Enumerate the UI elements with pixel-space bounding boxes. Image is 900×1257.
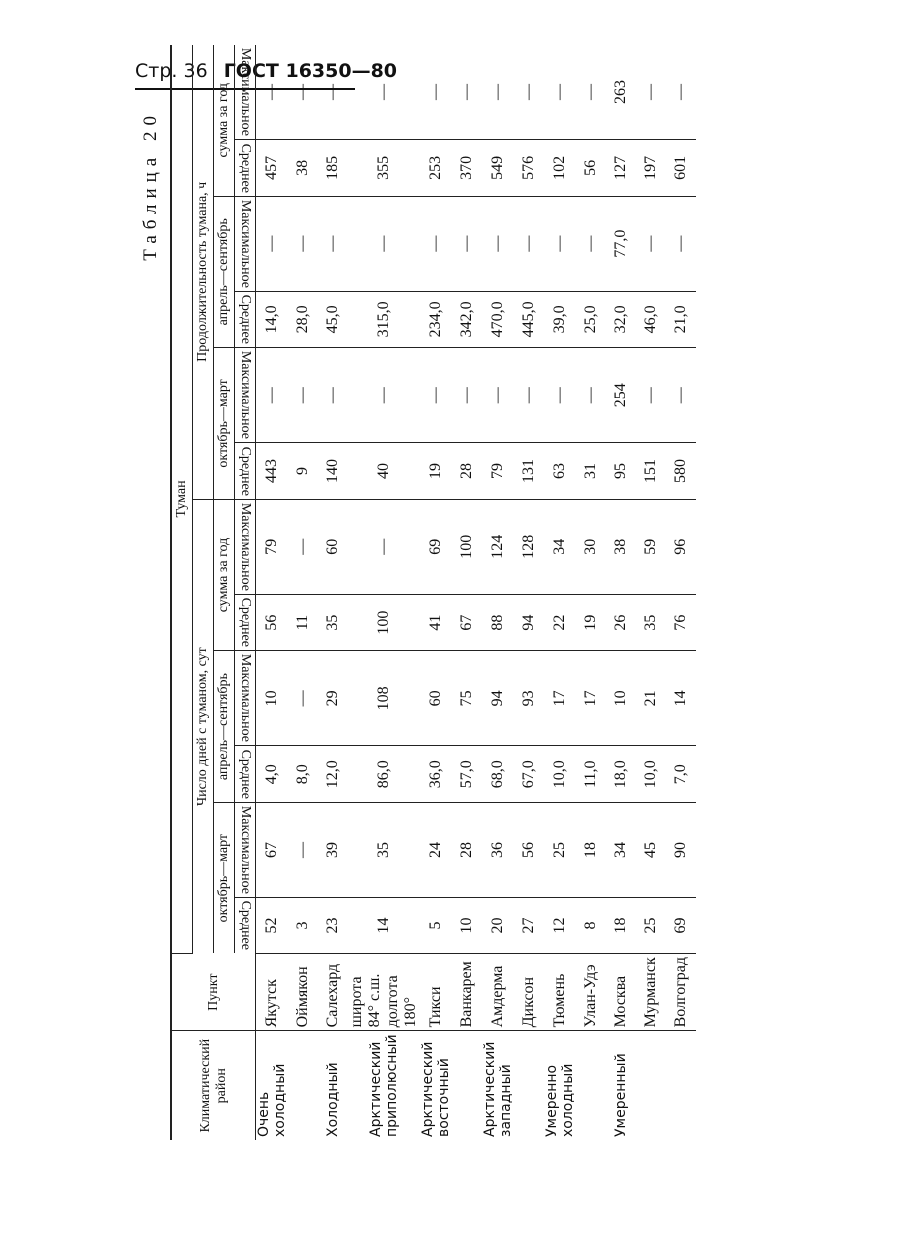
value-cell: 12 xyxy=(544,898,576,954)
value-cell: 102 xyxy=(544,140,576,196)
stat-label: Максимальное xyxy=(238,351,253,440)
value-cell: — xyxy=(256,196,289,291)
value-cell: 10 xyxy=(606,651,636,746)
period-header: октябрь—март xyxy=(214,802,235,953)
value-cell: 18,0 xyxy=(606,746,636,802)
period-header: октябрь—март xyxy=(214,348,235,500)
stat-label: Среднее xyxy=(238,143,253,193)
stat-label: Максимальное xyxy=(238,654,253,743)
value-cell: 14 xyxy=(666,651,696,746)
value-cell: 127 xyxy=(606,140,636,196)
point-cell: Волгоград xyxy=(666,953,696,1030)
value-cell: 8 xyxy=(576,898,606,954)
period-header: сумма за год xyxy=(214,499,235,651)
value-cell: 29 xyxy=(318,651,348,746)
table-row xyxy=(636,45,666,1140)
value-cell: 79 xyxy=(256,499,289,594)
value-cell: 36 xyxy=(482,802,514,897)
value-cell: 75 xyxy=(452,651,482,746)
period-header: апрель—сентябрь xyxy=(214,196,235,348)
value-cell: 601 xyxy=(666,140,696,196)
value-cell: 25,0 xyxy=(576,291,606,347)
table-row xyxy=(288,45,318,1140)
value-cell: — xyxy=(544,45,576,140)
group-title: Туман xyxy=(171,45,193,954)
value-cell: 25 xyxy=(544,802,576,897)
value-cell: — xyxy=(544,196,576,291)
value-cell: 95 xyxy=(606,443,636,499)
value-cell: 28 xyxy=(452,443,482,499)
stat-label: Среднее xyxy=(238,901,253,951)
value-cell: 45,0 xyxy=(318,291,348,347)
value-cell: 19 xyxy=(576,594,606,650)
point-cell: Мурманск xyxy=(636,953,666,1030)
value-cell: 151 xyxy=(636,443,666,499)
point-cell: широта 84° с.ш. долгота 180° xyxy=(348,953,420,1030)
value-cell: 21,0 xyxy=(666,291,696,347)
value-cell: 52 xyxy=(256,898,289,954)
value-cell: — xyxy=(288,45,318,140)
value-cell: 253 xyxy=(420,140,452,196)
value-cell: 68,0 xyxy=(482,746,514,802)
value-cell: — xyxy=(318,45,348,140)
value-cell: — xyxy=(318,196,348,291)
value-cell: 76 xyxy=(666,594,696,650)
value-cell: 79 xyxy=(482,443,514,499)
value-cell: 580 xyxy=(666,443,696,499)
value-cell: 96 xyxy=(666,499,696,594)
value-cell: 56 xyxy=(576,140,606,196)
value-cell: 30 xyxy=(576,499,606,594)
value-cell: 5 xyxy=(420,898,452,954)
value-cell: 20 xyxy=(482,898,514,954)
value-cell: — xyxy=(482,45,514,140)
value-cell: 25 xyxy=(636,898,666,954)
value-cell: 22 xyxy=(544,594,576,650)
region-cell xyxy=(636,1031,666,1140)
value-cell: — xyxy=(452,45,482,140)
region-cell: Холодный xyxy=(325,1062,341,1137)
value-cell: 254 xyxy=(606,348,636,443)
value-cell: 32,0 xyxy=(606,291,636,347)
point-cell: Оймякон xyxy=(288,953,318,1030)
value-cell: 27 xyxy=(514,898,544,954)
value-cell: — xyxy=(288,802,318,897)
value-cell: 11 xyxy=(288,594,318,650)
table-row xyxy=(544,45,576,1140)
value-cell: 470,0 xyxy=(482,291,514,347)
duration-header: Продолжительность тумана, ч xyxy=(193,45,214,499)
value-cell: 41 xyxy=(420,594,452,650)
value-cell: 38 xyxy=(606,499,636,594)
stat-label: Среднее xyxy=(238,749,253,799)
value-cell: 57,0 xyxy=(452,746,482,802)
value-cell: 38 xyxy=(288,140,318,196)
value-cell: — xyxy=(666,348,696,443)
value-cell: — xyxy=(482,348,514,443)
value-cell: — xyxy=(514,196,544,291)
value-cell: 60 xyxy=(318,499,348,594)
value-cell: — xyxy=(348,45,420,140)
col-point: Пункт xyxy=(171,953,256,1030)
value-cell: 69 xyxy=(420,499,452,594)
point-cell: Ванкарем xyxy=(452,953,482,1030)
value-cell: — xyxy=(576,348,606,443)
value-cell: 45 xyxy=(636,802,666,897)
value-cell: 93 xyxy=(514,651,544,746)
value-cell: 28 xyxy=(452,802,482,897)
stat-label: Среднее xyxy=(238,446,253,496)
value-cell: 185 xyxy=(318,140,348,196)
value-cell: 26 xyxy=(606,594,636,650)
region-cell: Арктический приполюсный xyxy=(368,1034,400,1137)
table-row xyxy=(348,45,420,1140)
value-cell: — xyxy=(288,196,318,291)
value-cell: 10,0 xyxy=(636,746,666,802)
value-cell: 549 xyxy=(482,140,514,196)
value-cell: 342,0 xyxy=(452,291,482,347)
table-row xyxy=(256,45,289,1140)
value-cell: — xyxy=(420,196,452,291)
value-cell: — xyxy=(636,196,666,291)
stat-header-avg xyxy=(235,594,256,650)
value-cell: — xyxy=(636,45,666,140)
table-row xyxy=(514,45,544,1140)
table-row xyxy=(420,45,452,1140)
value-cell: 86,0 xyxy=(348,746,420,802)
value-cell: 67 xyxy=(256,802,289,897)
period-header: апрель—сентябрь xyxy=(214,651,235,803)
stat-header-max xyxy=(235,802,256,897)
value-cell: 67,0 xyxy=(514,746,544,802)
value-cell: 56 xyxy=(514,802,544,897)
region-cell xyxy=(666,1031,696,1140)
value-cell: 18 xyxy=(576,802,606,897)
value-cell: 11,0 xyxy=(576,746,606,802)
value-cell: 56 xyxy=(256,594,289,650)
stat-header-avg xyxy=(235,140,256,196)
value-cell: — xyxy=(514,45,544,140)
value-cell: — xyxy=(288,348,318,443)
days-header: Число дней с туманом, сут xyxy=(193,499,214,953)
value-cell: 140 xyxy=(318,443,348,499)
value-cell: 128 xyxy=(514,499,544,594)
stat-header-avg xyxy=(235,291,256,347)
value-cell: 315,0 xyxy=(348,291,420,347)
value-cell: 39,0 xyxy=(544,291,576,347)
value-cell: 19 xyxy=(420,443,452,499)
stat-label: Максимальное xyxy=(238,805,253,895)
value-cell: 35 xyxy=(348,802,420,897)
region-cell: Арктический восточный xyxy=(420,1041,452,1137)
value-cell: 12,0 xyxy=(318,746,348,802)
value-cell: — xyxy=(256,45,289,140)
value-cell: — xyxy=(666,45,696,140)
value-cell: 234,0 xyxy=(420,291,452,347)
value-cell: — xyxy=(544,348,576,443)
value-cell: 14 xyxy=(348,898,420,954)
value-cell: 35 xyxy=(318,594,348,650)
stat-label: Максимальное xyxy=(238,199,253,288)
table-row xyxy=(606,45,636,1140)
stat-header-avg xyxy=(235,746,256,802)
region-cell xyxy=(452,1031,482,1140)
table-caption: Таблица 20 xyxy=(140,110,161,261)
region-cell xyxy=(576,1031,606,1140)
fog-table xyxy=(170,45,696,1140)
value-cell: 576 xyxy=(514,140,544,196)
value-cell: 131 xyxy=(514,443,544,499)
value-cell: 40 xyxy=(348,443,420,499)
value-cell: — xyxy=(348,348,420,443)
value-cell: — xyxy=(318,348,348,443)
value-cell: 36,0 xyxy=(420,746,452,802)
region-cell: Очень холодный xyxy=(256,1063,288,1137)
value-cell: — xyxy=(420,45,452,140)
region-cell: Арктический западный xyxy=(482,1041,514,1137)
period-header: сумма за год xyxy=(214,45,235,196)
stat-header-avg xyxy=(235,898,256,954)
stat-header-max xyxy=(235,651,256,746)
page-number: Стр. 36 xyxy=(135,60,208,82)
region-cell xyxy=(288,1031,318,1140)
stat-header-max xyxy=(235,45,256,140)
col-region: Климатический район xyxy=(171,1031,256,1140)
point-cell: Амдерма xyxy=(482,953,514,1030)
point-cell: Диксон xyxy=(514,953,544,1030)
value-cell: 263 xyxy=(606,45,636,140)
table-row xyxy=(318,45,348,1140)
value-cell: 34 xyxy=(606,802,636,897)
point-cell: Москва xyxy=(606,953,636,1030)
point-cell: Тикси xyxy=(420,953,452,1030)
value-cell: 67 xyxy=(452,594,482,650)
stat-label: Максимальное xyxy=(238,47,253,137)
value-cell: — xyxy=(348,499,420,594)
value-cell: 9 xyxy=(288,443,318,499)
value-cell: — xyxy=(482,196,514,291)
value-cell: 4,0 xyxy=(256,746,289,802)
value-cell: — xyxy=(452,196,482,291)
value-cell: 39 xyxy=(318,802,348,897)
value-cell: 7,0 xyxy=(666,746,696,802)
value-cell: 18 xyxy=(606,898,636,954)
value-cell: 14,0 xyxy=(256,291,289,347)
value-cell: 8,0 xyxy=(288,746,318,802)
standard-code: ГОСТ 16350—80 xyxy=(223,60,398,82)
value-cell: — xyxy=(288,499,318,594)
value-cell: 457 xyxy=(256,140,289,196)
point-cell: Салехард xyxy=(318,953,348,1030)
table-row xyxy=(452,45,482,1140)
value-cell: 17 xyxy=(544,651,576,746)
table-row xyxy=(482,45,514,1140)
table-row xyxy=(666,45,696,1140)
stat-header-avg xyxy=(235,443,256,499)
value-cell: 94 xyxy=(514,594,544,650)
value-cell: 23 xyxy=(318,898,348,954)
value-cell: — xyxy=(420,348,452,443)
value-cell: 100 xyxy=(348,594,420,650)
value-cell: 46,0 xyxy=(636,291,666,347)
value-cell: 77,0 xyxy=(606,196,636,291)
value-cell: 21 xyxy=(636,651,666,746)
stat-label: Среднее xyxy=(238,294,253,345)
region-cell xyxy=(514,1031,544,1140)
value-cell: 124 xyxy=(482,499,514,594)
point-cell: Якутск xyxy=(256,953,289,1030)
value-cell: 3 xyxy=(288,898,318,954)
value-cell: 10 xyxy=(256,651,289,746)
value-cell: 370 xyxy=(452,140,482,196)
value-cell: 10 xyxy=(452,898,482,954)
value-cell: — xyxy=(666,196,696,291)
value-cell: 108 xyxy=(348,651,420,746)
region-cell: Умеренно холодный xyxy=(544,1063,576,1137)
value-cell: — xyxy=(576,196,606,291)
value-cell: 17 xyxy=(576,651,606,746)
value-cell: 94 xyxy=(482,651,514,746)
value-cell: — xyxy=(452,348,482,443)
region-cell: Умеренный xyxy=(613,1053,629,1137)
value-cell: 10,0 xyxy=(544,746,576,802)
value-cell: 63 xyxy=(544,443,576,499)
value-cell: 35 xyxy=(636,594,666,650)
value-cell: 88 xyxy=(482,594,514,650)
value-cell: 24 xyxy=(420,802,452,897)
value-cell: 34 xyxy=(544,499,576,594)
value-cell: — xyxy=(256,348,289,443)
stat-label: Максимальное xyxy=(238,502,253,591)
table-row xyxy=(576,45,606,1140)
value-cell: 60 xyxy=(420,651,452,746)
value-cell: 100 xyxy=(452,499,482,594)
stat-header-max xyxy=(235,348,256,443)
value-cell: 90 xyxy=(666,802,696,897)
value-cell: 443 xyxy=(256,443,289,499)
value-cell: 445,0 xyxy=(514,291,544,347)
stat-label: Среднее xyxy=(238,597,253,648)
stat-header-max xyxy=(235,196,256,291)
value-cell: — xyxy=(288,651,318,746)
point-cell: Улан-Удэ xyxy=(576,953,606,1030)
value-cell: — xyxy=(576,45,606,140)
value-cell: — xyxy=(636,348,666,443)
value-cell: 197 xyxy=(636,140,666,196)
value-cell: 69 xyxy=(666,898,696,954)
stat-header-max xyxy=(235,499,256,594)
value-cell: 355 xyxy=(348,140,420,196)
value-cell: 59 xyxy=(636,499,666,594)
value-cell: — xyxy=(514,348,544,443)
value-cell: 31 xyxy=(576,443,606,499)
value-cell: — xyxy=(348,196,420,291)
value-cell: 28,0 xyxy=(288,291,318,347)
point-cell: Тюмень xyxy=(544,953,576,1030)
